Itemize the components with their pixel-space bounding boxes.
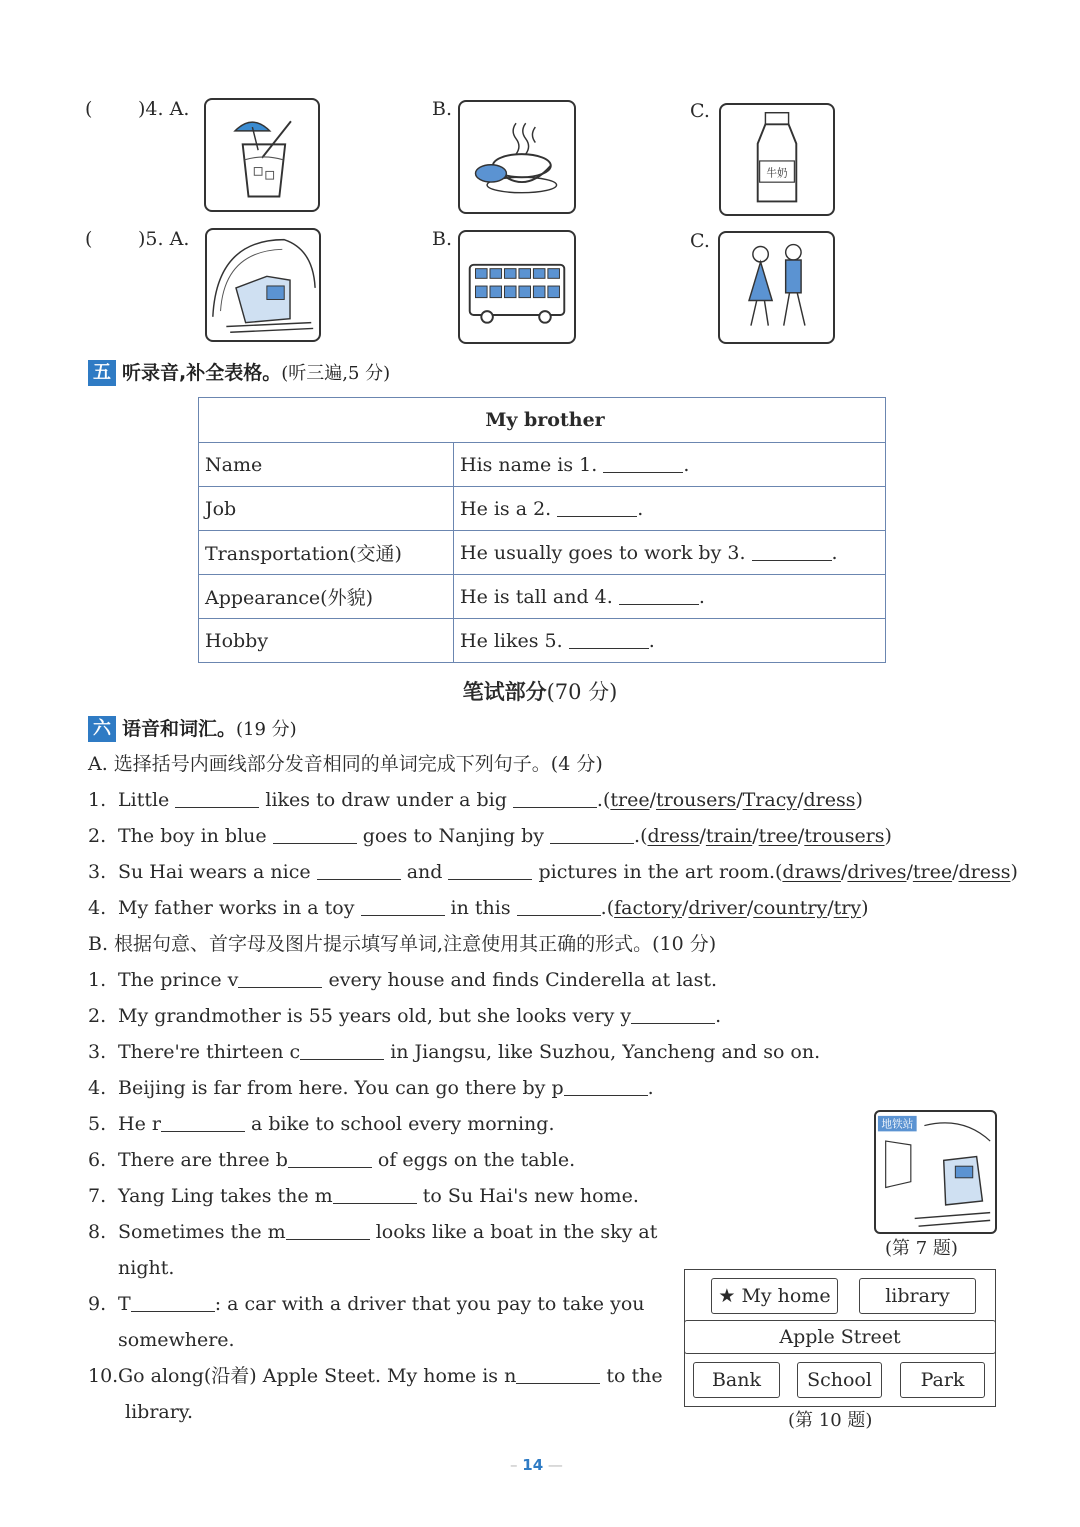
partA-item: 4. My father works in a toy in this .(factory/driver/country/try) <box>88 897 869 919</box>
answer-blank[interactable] <box>300 1040 384 1060</box>
partB-item: 4. Beijing is far from here. You can go there by p . <box>88 1077 654 1099</box>
table-header: My brother <box>199 398 886 443</box>
q5-paren: ( <box>85 228 93 250</box>
partB-item-continued: somewhere. <box>118 1329 235 1351</box>
partA-item: 2. The boy in blue goes to Nanjing by .(dress/train/tree/trousers) <box>88 825 892 847</box>
soup-bowl-icon <box>460 102 574 212</box>
park-box: Park <box>900 1362 985 1398</box>
subway-picture[interactable] <box>205 228 321 342</box>
answer-blank[interactable] <box>317 860 401 880</box>
partA-item: 3. Su Hai wears a nice and pictures in the art room.(draws/drives/tree/dress) <box>88 861 1018 883</box>
section5-heading <box>88 358 390 386</box>
q4-option-b: B. <box>432 98 453 120</box>
answer-blank[interactable] <box>516 1364 600 1384</box>
partB-item: 3. There're thirteen c in Jiangsu, like Suzhou, Yancheng and so on. <box>88 1041 821 1063</box>
partB-item: 9. T : a car with a driver that you pay to take you <box>88 1293 645 1315</box>
walking-people-picture[interactable] <box>718 231 835 344</box>
q5-number: )5. A. <box>138 228 190 250</box>
row-label: Appearance(外貌) <box>199 575 454 619</box>
q5-option-c: C. <box>690 230 710 252</box>
section6-heading <box>88 714 297 742</box>
apple-street-label: Apple Street <box>684 1320 996 1354</box>
bank-box: Bank <box>693 1362 780 1398</box>
partB-item-continued: library. <box>125 1401 194 1423</box>
row-label: Job <box>199 487 454 531</box>
answer-blank[interactable] <box>564 1076 648 1096</box>
row-answer: He is tall and 4. . <box>454 575 886 619</box>
row-answer: His name is 1. . <box>454 443 886 487</box>
q5-option-b: B. <box>432 228 453 250</box>
answer-blank[interactable] <box>448 860 532 880</box>
answer-blank[interactable] <box>603 453 683 473</box>
answer-blank[interactable] <box>361 896 445 916</box>
answer-blank[interactable] <box>517 896 601 916</box>
figure10-caption: (第 10 题) <box>788 1410 873 1431</box>
answer-blank[interactable] <box>333 1184 417 1204</box>
partB-item: 2. My grandmother is 55 years old, but she looks very y . <box>88 1005 722 1027</box>
my-home-box: ★ My home <box>711 1278 838 1314</box>
section6-badge: 六 <box>88 716 116 742</box>
answer-blank[interactable] <box>161 1112 245 1132</box>
section6-title: 语音和词汇。 <box>122 718 237 740</box>
my-brother-table <box>198 397 886 663</box>
answer-blank[interactable] <box>131 1292 215 1312</box>
q4-option-c: C. <box>690 100 710 122</box>
subway-station-figure <box>874 1110 997 1234</box>
answer-blank[interactable] <box>288 1148 372 1168</box>
written-part-title: 笔试部分(70 分) <box>462 680 618 704</box>
walking-people-icon <box>720 233 833 342</box>
answer-blank[interactable] <box>569 629 649 649</box>
bus-picture[interactable] <box>458 230 576 344</box>
partB-item: 1. The prince v every house and finds Cinderella at last. <box>88 969 718 991</box>
answer-blank[interactable] <box>550 824 634 844</box>
answer-blank[interactable] <box>513 788 597 808</box>
row-answer: He is a 2. . <box>454 487 886 531</box>
row-label: Hobby <box>199 619 454 663</box>
partB-heading: B. 根据句意、首字母及图片提示填写单词,注意使用其正确的形式。(10 分) <box>88 933 717 955</box>
cold-drink-icon <box>206 100 318 210</box>
partB-item: 10.Go along(沿着) Apple Steet. My home is n to the <box>88 1365 663 1387</box>
answer-blank[interactable] <box>557 497 637 517</box>
hot-soup-picture[interactable] <box>458 100 576 214</box>
table-row <box>199 487 886 531</box>
partA-item: 1. Little likes to draw under a big .(tree/trousers/Tracy/dress) <box>88 789 863 811</box>
milk-bottle-icon <box>721 105 833 214</box>
row-answer: He usually goes to work by 3. . <box>454 531 886 575</box>
section5-badge: 五 <box>88 360 116 386</box>
subway-station-icon <box>876 1112 995 1232</box>
row-label: Transportation(交通) <box>199 531 454 575</box>
section6-note: (19 分) <box>236 719 297 740</box>
answer-blank[interactable] <box>631 1004 715 1024</box>
section5-note: (听三遍,5 分) <box>281 363 391 384</box>
milk-label: 牛奶 <box>766 166 788 180</box>
answer-blank[interactable] <box>752 541 832 561</box>
table-row <box>199 619 886 663</box>
cold-drink-picture[interactable] <box>204 98 320 212</box>
q4-paren: ( <box>85 98 93 120</box>
subway-sign-text: 地铁站 <box>881 1117 914 1131</box>
row-answer: He likes 5. . <box>454 619 886 663</box>
answer-blank[interactable] <box>619 585 699 605</box>
subway-train-icon <box>207 230 319 340</box>
partA-heading: A. 选择括号内画线部分发音相同的单词完成下列句子。(4 分) <box>88 753 603 775</box>
row-label: Name <box>199 443 454 487</box>
library-box: library <box>859 1278 976 1314</box>
partB-item-continued: night. <box>118 1257 175 1279</box>
table-row <box>199 531 886 575</box>
answer-blank[interactable] <box>286 1220 370 1240</box>
table-row <box>199 443 886 487</box>
figure7-caption: (第 7 题) <box>885 1238 958 1259</box>
answer-blank[interactable] <box>238 968 322 988</box>
answer-blank[interactable] <box>273 824 357 844</box>
partB-item: 8. Sometimes the m looks like a boat in the sky at <box>88 1221 658 1243</box>
milk-bottle-picture[interactable] <box>719 103 835 216</box>
section5-title: 听录音,补全表格。 <box>122 362 282 384</box>
partB-item: 7. Yang Ling takes the m to Su Hai's new home. <box>88 1185 639 1207</box>
double-decker-bus-icon <box>460 232 574 342</box>
q4-number: )4. A. <box>138 98 190 120</box>
partB-item: 6. There are three b of eggs on the table. <box>88 1149 576 1171</box>
partB-item: 5. He r a bike to school every morning. <box>88 1113 555 1135</box>
page-number: – 14 — <box>510 1456 563 1474</box>
answer-blank[interactable] <box>175 788 259 808</box>
school-box: School <box>797 1362 882 1398</box>
table-row <box>199 575 886 619</box>
